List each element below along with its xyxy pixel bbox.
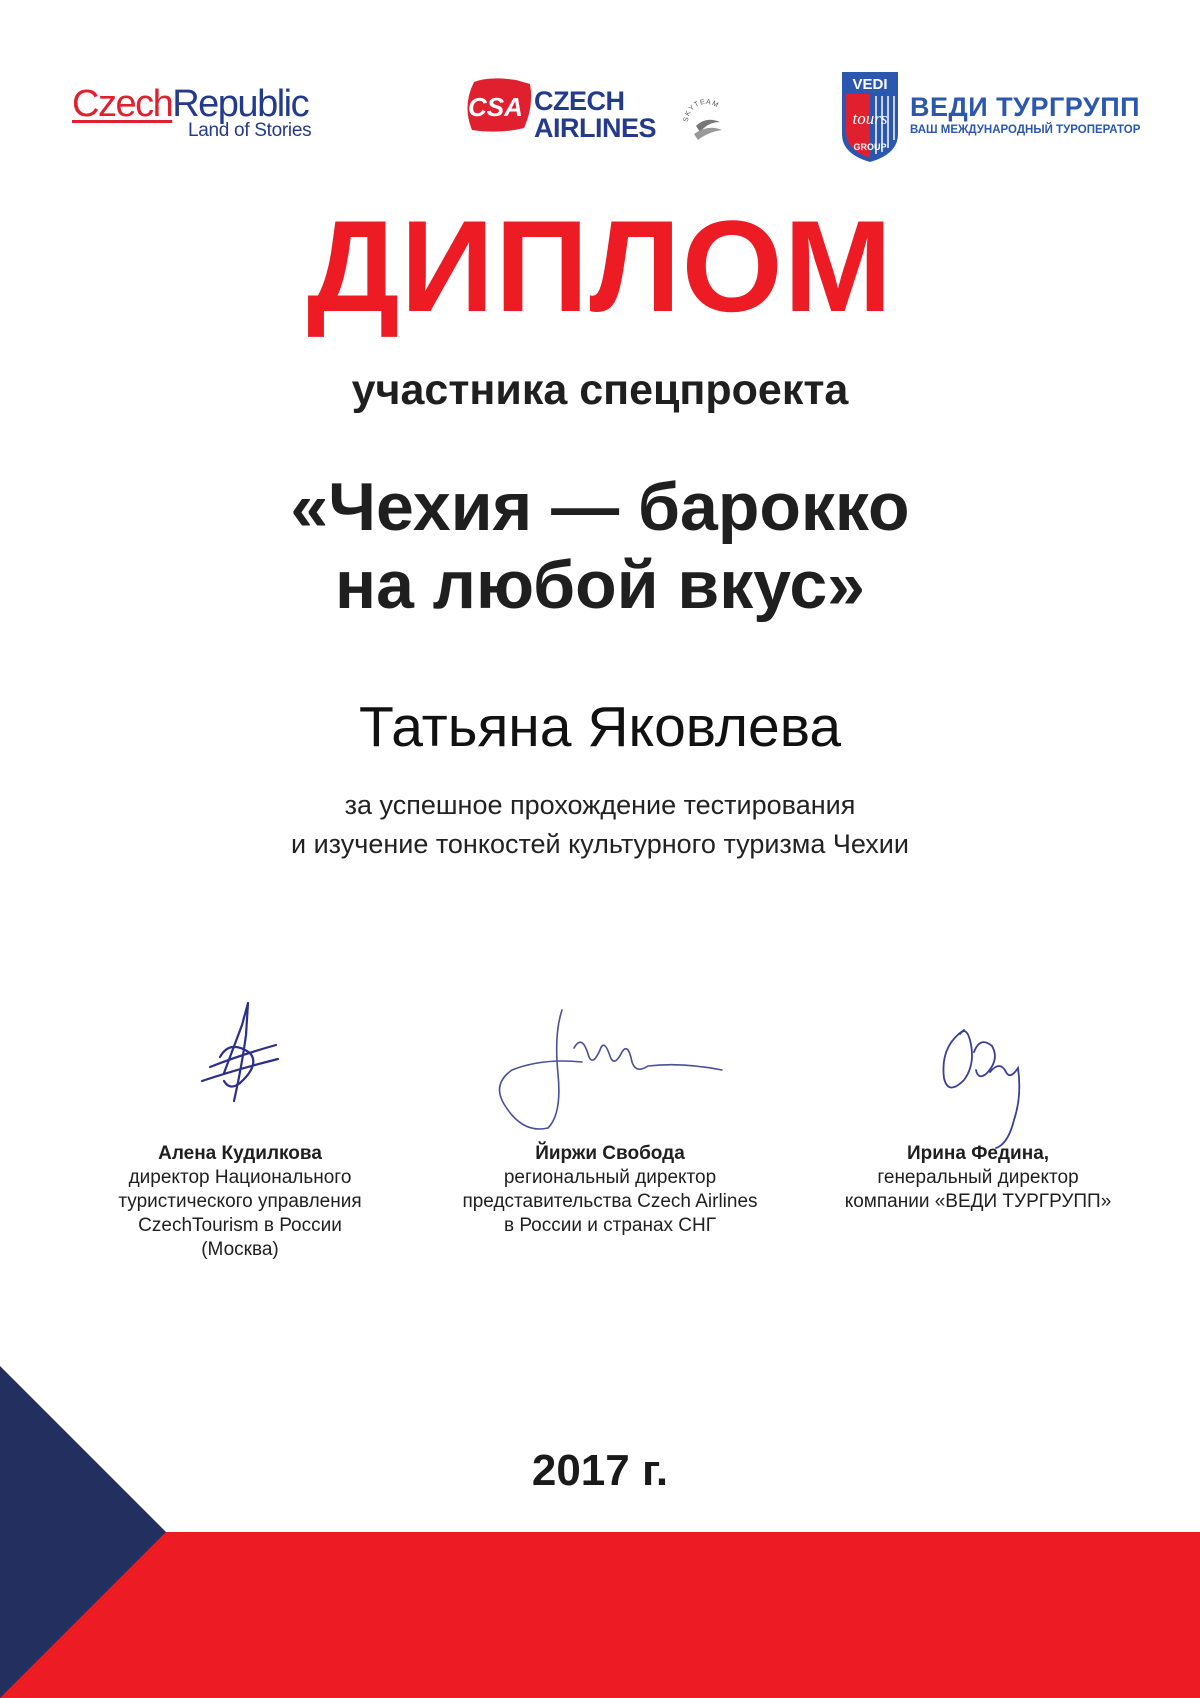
vedi-tagline: ВАШ МЕЖДУНАРОДНЫЙ ТУРОПЕРАТОР xyxy=(910,124,1141,136)
project-name xyxy=(0,468,1200,624)
recipient-name: Татьяна Яковлева xyxy=(358,695,842,759)
logo-republic-word: Republic xyxy=(172,83,309,125)
footer-red-band xyxy=(0,1532,1200,1698)
signer-title-line: CzechTourism в России xyxy=(138,1215,342,1236)
csa-mark-text: CSA xyxy=(468,92,523,122)
airline-word-czech: CZECH xyxy=(534,86,625,116)
signer-name: Ирина Федина, xyxy=(906,1143,1050,1164)
signer-title-line: региональный директор xyxy=(503,1167,717,1188)
signature-svoboda-icon xyxy=(482,1004,732,1144)
signer-card xyxy=(440,1142,780,1238)
diploma-title: ДИПЛОМ xyxy=(306,193,894,339)
vedi-tourgroup-logo xyxy=(840,72,1140,167)
vedi-shield-bottom: GROUP xyxy=(853,142,887,152)
diploma-subtitle: участника спецпроекта xyxy=(351,366,849,414)
project-line-1: «Чехия — барокко xyxy=(290,469,910,545)
signer-title-line: представительства Czech Airlines xyxy=(462,1191,758,1212)
vedi-shield-icon xyxy=(840,72,900,164)
vedi-shield-top: VEDI xyxy=(852,76,888,93)
logo-czech-word: Czech xyxy=(72,83,173,125)
signer-title-line: компании «ВЕДИ ТУРГРУПП» xyxy=(844,1191,1112,1212)
czech-airlines-logo xyxy=(460,72,740,152)
vedi-name: ВЕДИ ТУРГРУПП xyxy=(910,92,1141,122)
signer-title-line: туристического управления xyxy=(118,1191,362,1212)
signer-card xyxy=(70,1142,410,1262)
signature-fedina-icon xyxy=(930,1016,1040,1156)
airline-word-airlines: AIRLINES xyxy=(534,113,657,143)
svg-text:SKYTEAM xyxy=(683,99,720,123)
logo-tagline: Land of Stories xyxy=(188,120,312,141)
signer-title-line: в России и странах СНГ xyxy=(503,1215,717,1236)
csa-mark-icon xyxy=(460,76,536,134)
award-reason xyxy=(0,786,1200,864)
reason-line-1: за успешное прохождение тестирования xyxy=(344,790,856,820)
signer-title-line: директор Национального xyxy=(128,1167,352,1188)
signer-name: Йиржи Свобода xyxy=(535,1143,685,1164)
signature-kudilkova-icon xyxy=(190,995,290,1115)
vedi-shield-middle: tours xyxy=(852,109,888,128)
flag-footer xyxy=(0,1360,1200,1698)
diploma-year: 2017 г. xyxy=(531,1446,669,1495)
skyteam-text: SKYTEAM xyxy=(682,98,721,123)
signer-title-line: (Москва) xyxy=(201,1239,279,1260)
project-line-2: на любой вкус» xyxy=(335,547,865,623)
skyteam-icon xyxy=(678,92,734,148)
signer-card xyxy=(808,1142,1148,1214)
reason-line-2: и изучение тонкостей культурного туризма Чехии xyxy=(291,829,909,859)
signer-name: Алена Кудилкова xyxy=(158,1143,322,1164)
czech-republic-logo xyxy=(72,84,362,154)
signer-title-line: генеральный директор xyxy=(877,1167,1079,1188)
